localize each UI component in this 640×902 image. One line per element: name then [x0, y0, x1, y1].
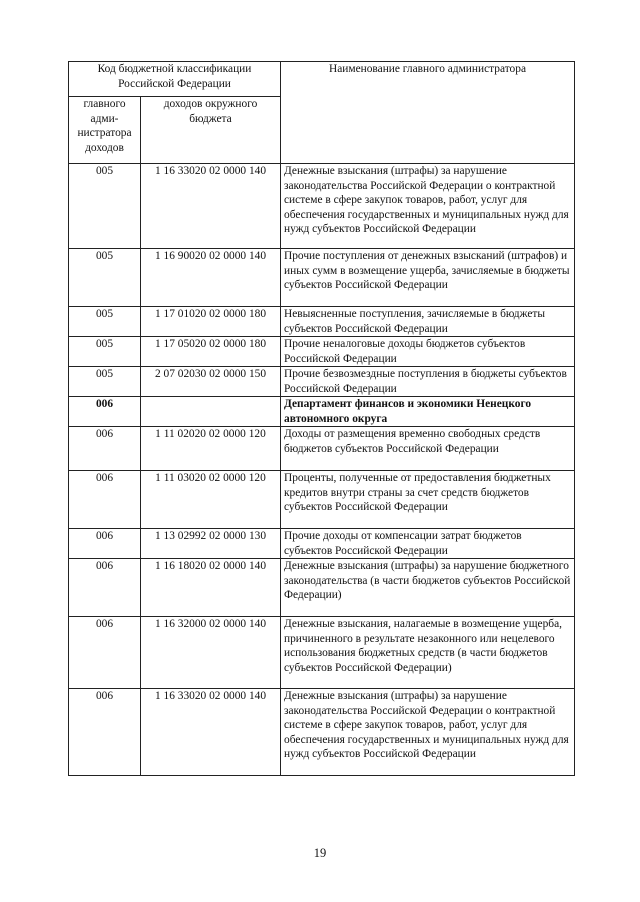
table-row	[69, 689, 575, 776]
admin-name-cell: Прочие неналоговые доходы бюджетов субъектов Российской Федерации	[281, 337, 575, 367]
kbk-code-cell: 1 16 33020 02 0000 140	[141, 689, 281, 776]
admin-name-cell: Прочие безвозмездные поступления в бюджеты субъектов Российской Федерации	[281, 367, 575, 397]
admin-code-cell: 005	[69, 249, 141, 307]
table-row	[69, 164, 575, 249]
kbk-code-cell: 1 16 32000 02 0000 140	[141, 617, 281, 689]
table-row	[69, 367, 575, 397]
admin-name-cell: Денежные взыскания, налагаемые в возмещение ущерба, причиненного в результате незаконного или нецелевого использования бюджетных средств (в части бюджетов субъектов Российской Федерации)	[281, 617, 575, 689]
admin-name-cell: Невыясненные поступления, зачисляемые в бюджеты субъектов Российской Федерации	[281, 307, 575, 337]
budget-classification-table	[68, 61, 575, 776]
kbk-code-cell: 1 16 90020 02 0000 140	[141, 249, 281, 307]
admin-code-cell: 005	[69, 337, 141, 367]
header-admin-name: Наименование главного администратора	[281, 62, 575, 164]
header-admin-code: главного адми-нистратора доходов	[69, 97, 141, 164]
kbk-code-cell: 1 17 05020 02 0000 180	[141, 337, 281, 367]
admin-code-cell: 005	[69, 367, 141, 397]
admin-name-cell: Денежные взыскания (штрафы) за нарушение законодательства Российской Федерации о контрактной системе в сфере закупок товаров, работ, услуг для обеспечения государственных и муниципальных нужд для нужд субъектов Российской Федерации	[281, 689, 575, 776]
kbk-code-cell: 2 07 02030 02 0000 150	[141, 367, 281, 397]
table-row	[69, 559, 575, 617]
kbk-code-cell	[141, 397, 281, 427]
admin-code-cell: 006	[69, 689, 141, 776]
kbk-code-cell: 1 16 33020 02 0000 140	[141, 164, 281, 249]
table-row	[69, 337, 575, 367]
admin-code-cell: 006	[69, 397, 141, 427]
table-row	[69, 471, 575, 529]
admin-name-cell: Прочие поступления от денежных взысканий (штрафов) и иных сумм в возмещение ущерба, зачисляемые в бюджеты субъектов Российской Федерации	[281, 249, 575, 307]
kbk-code-cell: 1 13 02992 02 0000 130	[141, 529, 281, 559]
admin-code-cell: 006	[69, 617, 141, 689]
admin-name-cell: Проценты, полученные от предоставления бюджетных кредитов внутри страны за счет средств бюджетов субъектов Российской Федерации	[281, 471, 575, 529]
table-header-row	[69, 62, 575, 97]
kbk-code-cell: 1 11 02020 02 0000 120	[141, 427, 281, 471]
kbk-code-cell: 1 11 03020 02 0000 120	[141, 471, 281, 529]
admin-name-cell: Доходы от размещения временно свободных средств бюджетов субъектов Российской Федерации	[281, 427, 575, 471]
header-group-title: Код бюджетной классификации Российской Федерации	[69, 62, 281, 97]
table-row	[69, 427, 575, 471]
admin-name-cell: Денежные взыскания (штрафы) за нарушение законодательства Российской Федерации о контрактной системе в сфере закупок товаров, работ, услуг для обеспечения государственных и муниципальных нужд для нужд субъектов Российской Федерации	[281, 164, 575, 249]
kbk-code-cell: 1 16 18020 02 0000 140	[141, 559, 281, 617]
table-row	[69, 617, 575, 689]
admin-name-cell: Прочие доходы от компенсации затрат бюджетов субъектов Российской Федерации	[281, 529, 575, 559]
kbk-code-cell: 1 17 01020 02 0000 180	[141, 307, 281, 337]
table-row	[69, 529, 575, 559]
table-row	[69, 307, 575, 337]
admin-code-cell: 005	[69, 307, 141, 337]
header-revenue-code: доходов окружного бюджета	[141, 97, 281, 164]
page-number: 19	[313, 846, 327, 860]
admin-code-cell: 006	[69, 529, 141, 559]
admin-name-cell: Департамент финансов и экономики Ненецкого автономного округа	[281, 397, 575, 427]
admin-code-cell: 005	[69, 164, 141, 249]
table-row-section	[69, 397, 575, 427]
admin-code-cell: 006	[69, 471, 141, 529]
table-row	[69, 249, 575, 307]
table-body	[69, 164, 575, 776]
admin-code-cell: 006	[69, 559, 141, 617]
admin-name-cell: Денежные взыскания (штрафы) за нарушение бюджетного законодательства (в части бюджетов субъектов Российской Федерации)	[281, 559, 575, 617]
admin-code-cell: 006	[69, 427, 141, 471]
